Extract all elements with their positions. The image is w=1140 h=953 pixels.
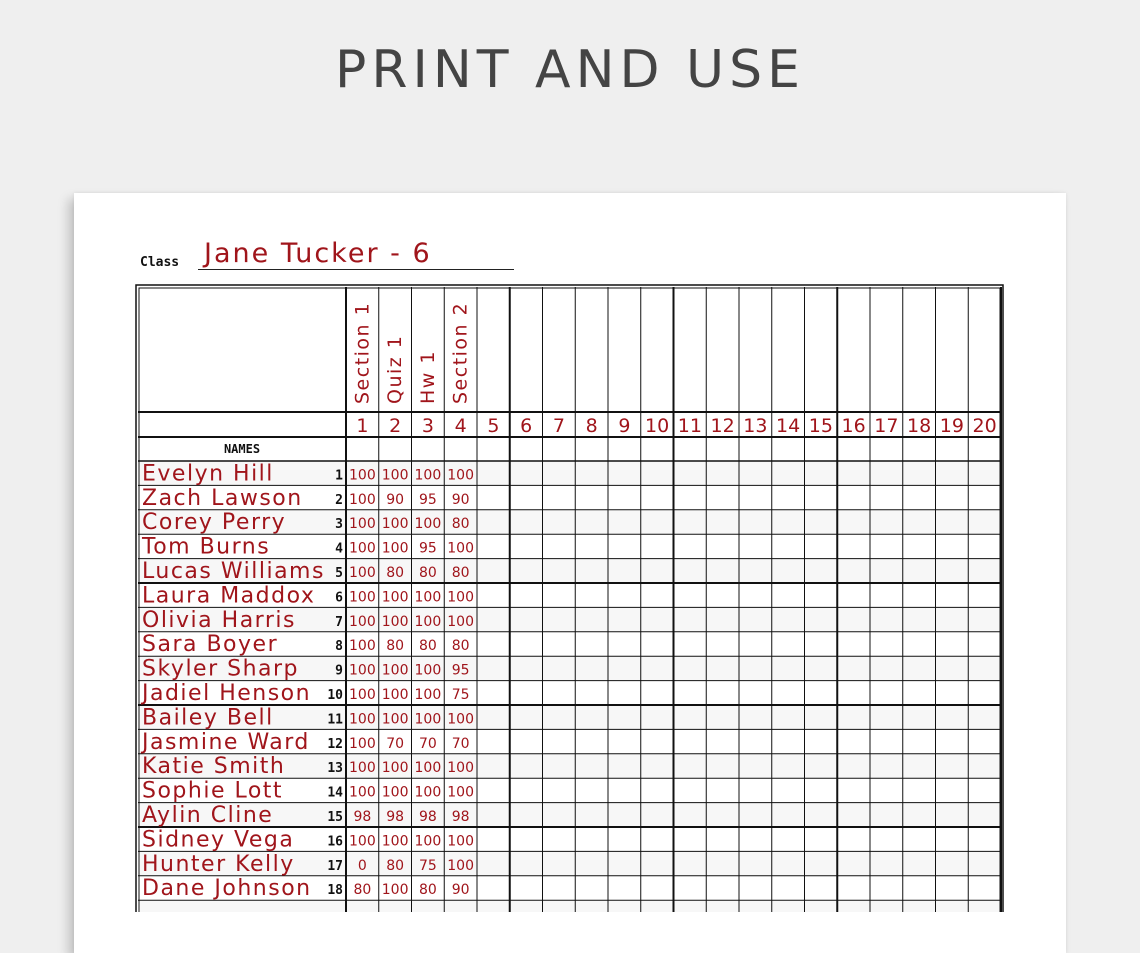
student-number: 6 (335, 590, 343, 606)
score-cell: 100 (414, 833, 442, 850)
score-cell: 100 (414, 687, 442, 703)
score-cell: 70 (418, 735, 437, 752)
student-name: Laura Maddox (142, 583, 316, 609)
student-number: 13 (327, 761, 343, 777)
column-number: 13 (743, 415, 768, 437)
student-number: 4 (335, 541, 343, 557)
score-cell: 100 (349, 760, 376, 777)
student-name: Jadiel Henson (142, 681, 312, 706)
column-number: 14 (776, 415, 801, 437)
score-cell: 100 (349, 638, 376, 655)
student-number: 15 (327, 810, 343, 825)
score-cell: 100 (349, 540, 376, 557)
score-cell: 0 (357, 857, 367, 874)
column-number: 17 (874, 415, 899, 437)
score-cell: 100 (381, 613, 409, 630)
column-number: 18 (907, 415, 932, 437)
student-number: 9 (335, 663, 343, 679)
column-number: 1 (356, 415, 369, 437)
score-cell: 100 (349, 784, 376, 801)
score-cell: 90 (451, 882, 470, 899)
column-number: 2 (389, 415, 402, 437)
score-cell: 100 (447, 467, 474, 484)
student-name: Skyler Sharp (142, 656, 300, 682)
score-cell: 100 (381, 784, 409, 801)
score-cell: 80 (386, 565, 405, 581)
column-number: 6 (520, 415, 533, 437)
student-name: Katie Smith (142, 754, 286, 780)
score-cell: 80 (386, 857, 405, 874)
score-cell: 98 (451, 809, 470, 825)
score-cell: 100 (381, 589, 409, 606)
score-cell: 80 (418, 565, 437, 581)
column-title: Section 2 (449, 301, 472, 404)
student-name: Evelyn Hill (142, 461, 274, 487)
column-title: Section 1 (351, 301, 374, 404)
score-cell: 100 (349, 833, 376, 850)
score-cell: 70 (386, 735, 405, 752)
class-name-field[interactable]: Jane Tucker - 6 (198, 238, 514, 270)
student-name: Zach Lawson (142, 485, 303, 511)
column-number: 3 (421, 415, 434, 437)
score-cell: 98 (418, 809, 437, 825)
score-cell: 100 (349, 516, 376, 533)
score-cell: 90 (386, 491, 405, 508)
student-name: Lucas Williams (142, 559, 325, 584)
score-cell: 95 (418, 540, 437, 557)
column-number: 5 (487, 415, 500, 437)
score-cell: 100 (447, 784, 474, 801)
score-cell: 100 (349, 735, 376, 752)
student-number: 14 (327, 785, 343, 801)
score-cell: 100 (447, 613, 474, 630)
score-cell: 100 (381, 833, 409, 850)
score-cell: 100 (349, 491, 376, 508)
score-cell: 100 (381, 711, 409, 728)
column-number: 11 (677, 415, 702, 437)
score-cell: 100 (414, 516, 442, 533)
score-cell: 100 (414, 784, 442, 801)
student-number: 8 (335, 639, 343, 655)
names-header: NAMES (223, 442, 261, 456)
column-number: 4 (454, 415, 467, 437)
student-number: 1 (335, 468, 343, 484)
score-cell: 100 (447, 711, 474, 728)
score-cell: 90 (451, 491, 470, 508)
column-number: 10 (645, 415, 670, 437)
student-name: Jasmine Ward (142, 729, 310, 755)
score-cell: 100 (414, 589, 442, 606)
score-cell: 100 (349, 662, 376, 679)
score-cell: 100 (414, 467, 442, 484)
student-name: Olivia Harris (142, 607, 296, 633)
class-label: Class (140, 255, 180, 270)
column-number: 20 (972, 415, 997, 437)
score-cell: 70 (451, 735, 470, 752)
student-number: 10 (327, 688, 343, 703)
student-number: 11 (327, 712, 343, 728)
score-cell: 100 (381, 760, 409, 777)
column-number: 19 (939, 415, 964, 437)
score-cell: 100 (349, 711, 376, 728)
student-name: Tom Burns (142, 534, 271, 560)
score-cell: 98 (386, 809, 405, 825)
column-number: 7 (552, 415, 565, 437)
score-cell: 95 (418, 491, 437, 508)
page-headline: PRINT AND USE (335, 40, 805, 100)
score-cell: 98 (353, 809, 372, 825)
score-cell: 80 (418, 882, 437, 899)
score-cell: 100 (381, 467, 409, 484)
student-number: 3 (335, 517, 343, 533)
column-number: 8 (585, 415, 598, 437)
score-cell: 100 (381, 882, 409, 899)
score-cell: 100 (414, 760, 442, 777)
score-cell: 100 (447, 833, 474, 850)
score-cell: 100 (349, 589, 376, 606)
score-cell: 100 (447, 760, 474, 777)
score-cell: 95 (451, 662, 470, 679)
column-number: 16 (841, 415, 866, 437)
score-cell: 100 (349, 565, 376, 581)
student-number: 2 (335, 492, 343, 508)
student-name: Sara Boyer (142, 632, 279, 658)
score-cell: 100 (381, 540, 409, 557)
score-cell: 80 (451, 638, 470, 655)
score-cell: 100 (349, 613, 376, 630)
score-cell: 80 (451, 516, 470, 533)
score-cell: 80 (451, 565, 470, 581)
student-number: 17 (327, 858, 343, 874)
student-number: 7 (335, 614, 343, 630)
student-number: 12 (327, 736, 343, 752)
student-name: Hunter Kelly (142, 851, 295, 877)
score-cell: 75 (418, 857, 437, 874)
column-number: 12 (710, 415, 735, 437)
student-number: 18 (327, 883, 343, 899)
score-cell: 80 (353, 882, 372, 899)
score-cell: 100 (349, 467, 376, 484)
score-cell: 100 (414, 662, 442, 679)
score-cell: 100 (414, 613, 442, 630)
score-cell: 100 (414, 711, 442, 728)
student-number: 5 (335, 566, 343, 581)
student-number: 16 (327, 834, 343, 850)
column-number: 9 (618, 415, 631, 437)
student-name: Bailey Bell (142, 705, 274, 731)
column-number: 15 (808, 415, 833, 437)
score-cell: 100 (447, 540, 474, 557)
score-cell: 100 (349, 687, 376, 703)
score-cell: 80 (418, 638, 437, 655)
student-name: Aylin Cline (142, 803, 274, 828)
column-title: Hw 1 (416, 350, 439, 404)
score-cell: 80 (386, 638, 405, 655)
column-title: Quiz 1 (384, 334, 407, 404)
score-cell: 75 (451, 687, 470, 703)
student-name: Corey Perry (142, 510, 287, 536)
score-cell: 100 (447, 857, 474, 874)
student-name: Sidney Vega (142, 827, 295, 853)
score-cell: 100 (381, 662, 409, 679)
score-cell: 100 (381, 687, 409, 703)
student-name: Sophie Lott (142, 778, 284, 804)
score-cell: 100 (447, 589, 474, 606)
student-name: Dane Johnson (142, 876, 312, 902)
score-cell: 100 (381, 516, 409, 533)
